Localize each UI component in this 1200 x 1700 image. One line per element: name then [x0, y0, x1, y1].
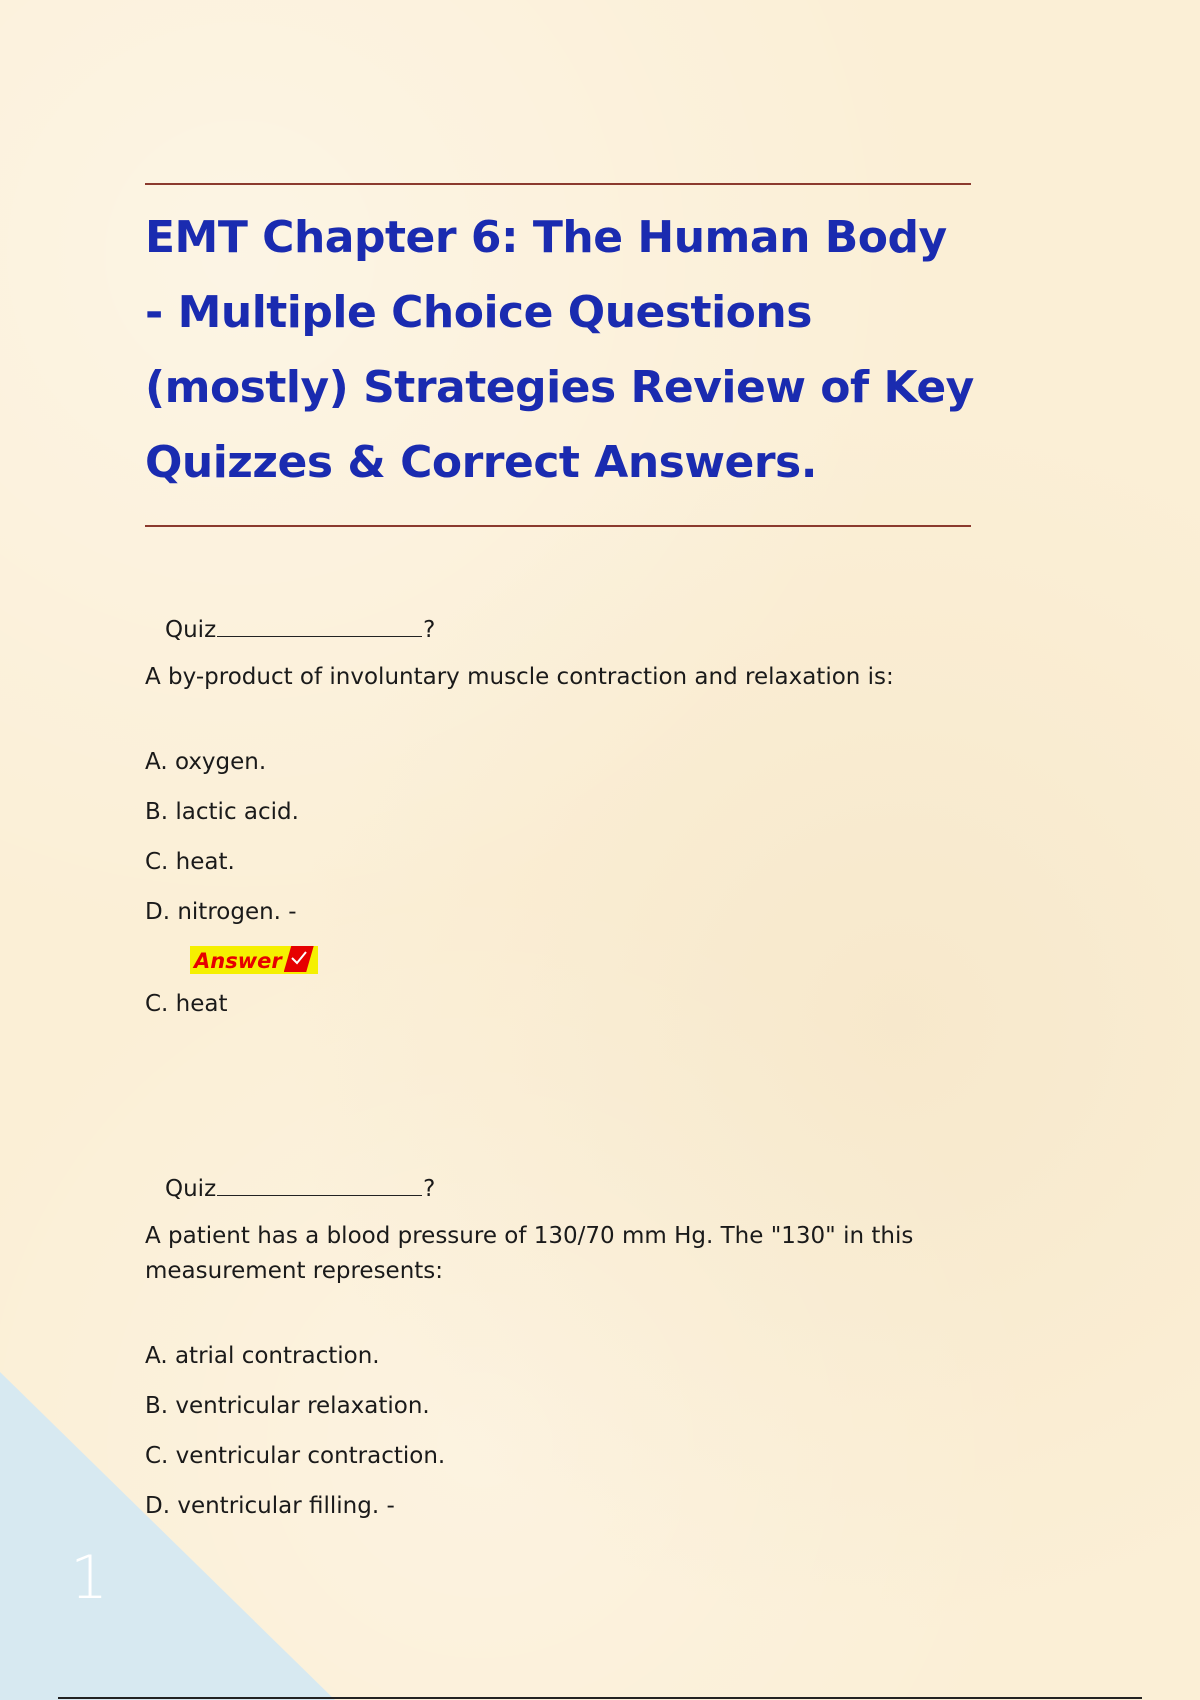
quiz-item	[145, 610, 975, 1024]
quiz-question: A by-product of involuntary muscle contraction and relaxation is:	[145, 664, 894, 690]
quiz-label-prefix: Quiz	[165, 617, 217, 643]
checkmark-icon	[284, 946, 314, 972]
quiz-label-suffix: ?	[423, 617, 436, 643]
title-bottom-rule	[145, 525, 971, 527]
option-a: A. oxygen.	[145, 749, 267, 775]
quiz-label-prefix: Quiz	[165, 1176, 217, 1202]
quiz-item	[145, 1169, 975, 1536]
option-c: C. ventricular contraction.	[145, 1443, 446, 1469]
answer-badge-label: Answer	[194, 949, 282, 973]
option-a: A. atrial contraction.	[145, 1343, 380, 1369]
option-b: B. lactic acid.	[145, 799, 299, 825]
quiz-label	[165, 610, 975, 650]
title-top-rule	[145, 183, 971, 185]
option-b: B. ventricular relaxation.	[145, 1393, 430, 1419]
option-c: C. heat.	[145, 849, 235, 875]
option-d: D. nitrogen. -	[145, 899, 297, 925]
quiz-options	[145, 742, 975, 942]
quiz-label	[165, 1169, 975, 1209]
quiz-blank	[217, 612, 422, 637]
quiz-options	[145, 1336, 975, 1536]
quiz-blank	[217, 1171, 422, 1196]
document-title: EMT Chapter 6: The Human Body - Multiple Choice Questions (mostly) Strategies Review of Key Quizzes & Correct Answers.	[145, 212, 974, 488]
page-number: 1	[70, 1543, 109, 1613]
quiz-question: A patient has a blood pressure of 130/70 mm Hg. The "130" in this measurement represents:	[145, 1223, 914, 1284]
quiz-answer: C. heat	[145, 991, 228, 1017]
answer-badge	[190, 946, 318, 974]
footer-rule	[58, 1697, 1142, 1699]
option-d: D. ventricular filling. -	[145, 1493, 395, 1519]
quiz-label-suffix: ?	[423, 1176, 436, 1202]
